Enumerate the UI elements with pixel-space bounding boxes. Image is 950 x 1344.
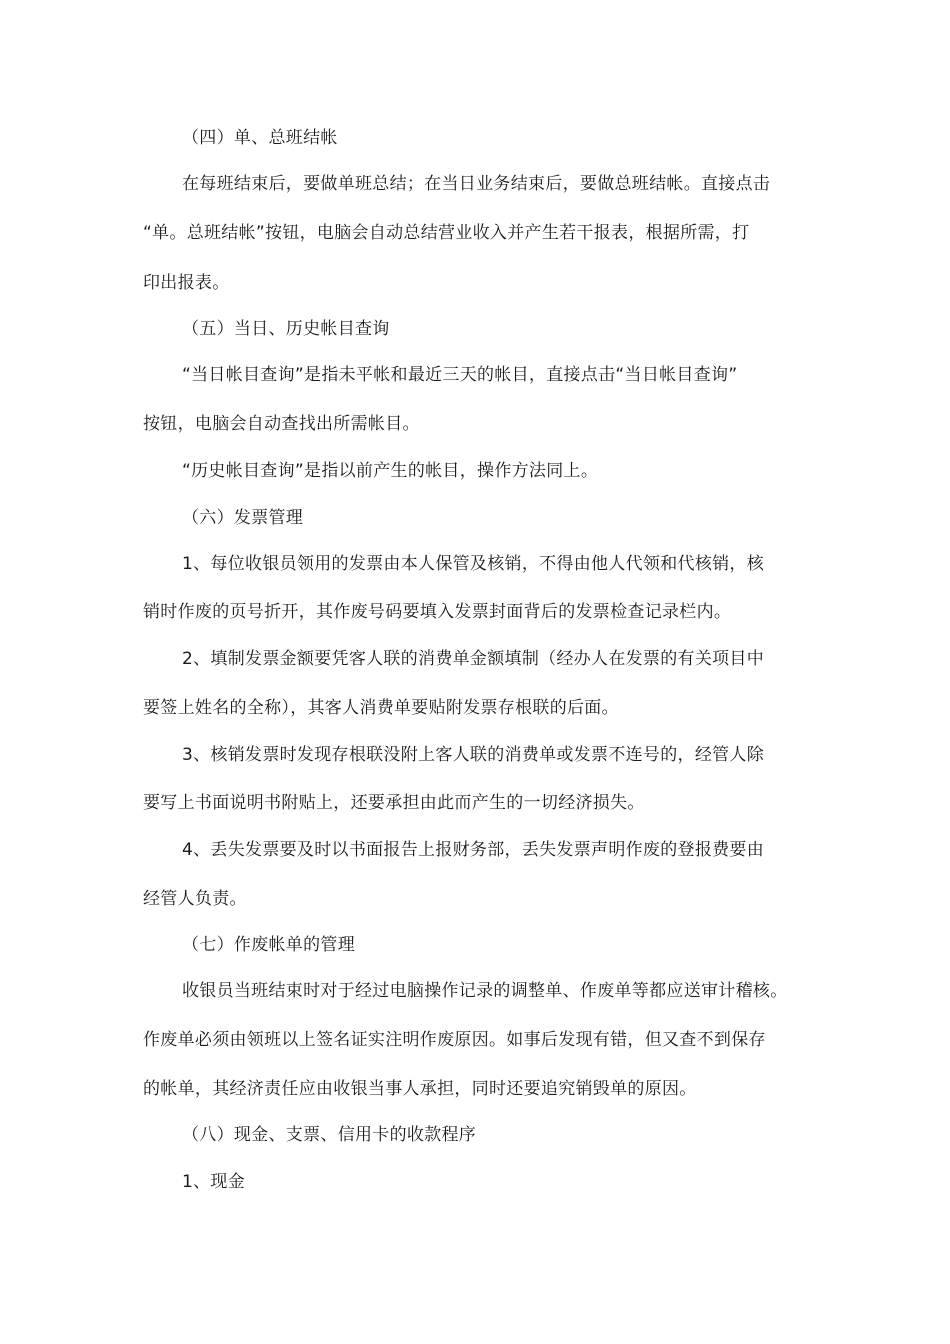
paragraph-line: 收银员当班结束时对于经过电脑操作记录的调整单、作废单等都应送审计稽核。	[182, 981, 788, 1001]
paragraph-line: 要签上姓名的全称），其客人消费单要贴附发票存根联的后面。	[143, 698, 619, 718]
paragraph-line: 1、现金	[182, 1172, 246, 1192]
paragraph-line: 按钮，电脑会自动查找出所需帐目。	[143, 414, 420, 434]
paragraph-line: 销时作废的页号折开，其作废号码要填入发票封面背后的发票检查记录栏内。	[143, 602, 732, 622]
paragraph-line: 作废单必须由领班以上签名证实注明作废原因。如事后发现有错，但又查不到保存	[143, 1030, 766, 1050]
paragraph-line: 的帐单，其经济责任应由收银当事人承担，同时还要追究销毁单的原因。	[143, 1079, 697, 1099]
paragraph-line: 3、核销发票时发现存根联没附上客人联的消费单或发票不连号的，经管人除	[182, 745, 765, 765]
paragraph-line: 1、每位收银员领用的发票由本人保管及核销，不得由他人代领和代核销，核	[182, 554, 765, 574]
paragraph-line: “单。总班结帐”按钮，电脑会自动总结营业收入并产生若干报表，根据所需，打	[143, 223, 750, 243]
paragraph-line: 印出报表。	[143, 273, 230, 293]
paragraph-line: “历史帐目查询”是指以前产生的帐目，操作方法同上。	[182, 461, 599, 481]
paragraph-line: 4、丢失发票要及时以书面报告上报财务部，丢失发票声明作废的登报费要由	[182, 840, 765, 860]
section-heading-5: （五）当日、历史帐目查询	[182, 319, 390, 339]
section-heading-8: （八）现金、支票、信用卡的收款程序	[182, 1125, 477, 1145]
paragraph-line: 要写上书面说明书附贴上，还要承担由此而产生的一切经济损失。	[143, 793, 645, 813]
paragraph-line: 在每班结束后，要做单班总结；在当日业务结束后，要做总班结帐。直接点击	[182, 174, 771, 194]
section-heading-6: （六）发票管理	[182, 508, 304, 528]
paragraph-line: 经管人负责。	[143, 889, 247, 909]
paragraph-line: 2、填制发票金额要凭客人联的消费单金额填制（经办人在发票的有关项目中	[182, 649, 765, 669]
section-heading-7: （七）作废帐单的管理	[182, 935, 355, 955]
paragraph-line: “当日帐目查询”是指未平帐和最近三天的帐目，直接点击“当日帐目查询”	[182, 365, 738, 385]
section-heading-4: （四）单、总班结帐	[182, 128, 338, 148]
